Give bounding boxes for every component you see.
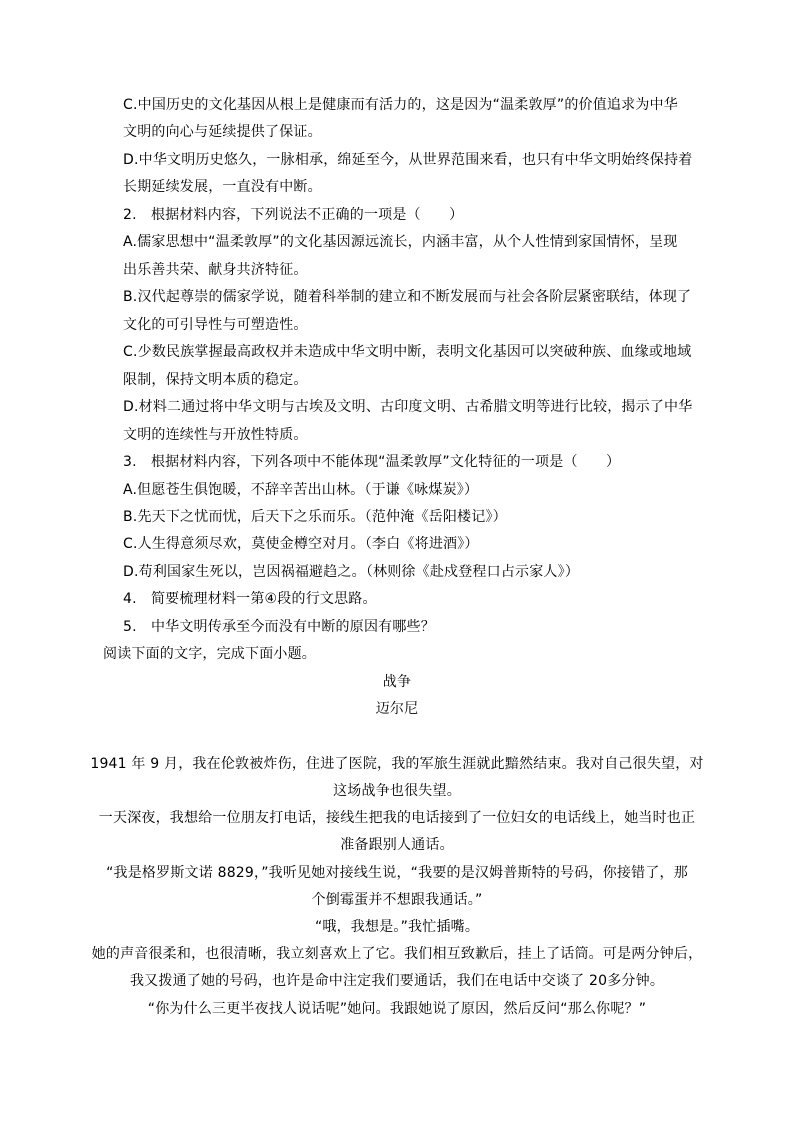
story-p5-line2: 我又拨通了她的号码，也许是命中注定我们要通话，我们在电话中交谈了 20多分钟。 [129,973,665,989]
q2-option-c-line1: C.少数民族掌握最高政权并未造成中华文明中断，表明文化基因可以突破种族、血缘或地域 [123,344,692,360]
q2-option-a-line1: A.儒家思想中“温柔敦厚”的文化基因源远流长，内涵丰富，从个人性情到家国情怀，呈现 [123,234,678,250]
story-p1-line1: 1941 年 9 月，我在伦敦被炸伤，住进了医院，我的军旅生涯就此黯然结束。我对自己很失望，对 [90,756,704,772]
q3-stem: 3. 根据材料内容，下列各项中不能体现“温柔敦厚”文化特征的一项是（ ） [123,454,621,470]
story-author: 迈尔尼 [375,701,419,717]
q4: 4. 简要梳理材料一第④段的行文思路。 [123,591,377,607]
story-p1-line2: 这场战争也很失望。 [333,783,461,799]
q2-stem: 2. 根据材料内容，下列说法不正确的一项是（ ） [123,207,464,223]
story-p3-line1: “我是格罗斯文诺 8829，”我听见她对接线生说，“我要的是汉姆普斯特的号码，你接错了，那 [106,865,688,881]
q2-option-a-line2: 出乐善共荣、献身共济特征。 [123,262,308,278]
q1-option-c-line1: C.中国历史的文化基因从根上是健康而有活力的，这是因为“温柔敦厚”的价值追求为中华 [123,97,678,113]
q1-option-d-line1: D.中华文明历史悠久，一脉相承，绵延至今，从世界范围来看，也只有中华文明始终保持着 [123,152,693,168]
story-p3-line2: 个倒霉蛋并不想跟我通话。” [311,892,483,908]
q2-option-d-line1: D.材料二通过将中华文明与古埃及文明、古印度文明、古希腊文明等进行比较，揭示了中华 [123,399,693,415]
story-p2-line1: 一天深夜，我想给一位朋友打电话，接线生把我的电话接到了一位妇女的电话线上，她当时也正 [98,810,696,826]
q3-option-a: A.但愿苍生俱饱暖，不辞辛苦出山林。（于谦《咏煤炭》） [123,482,479,498]
q3-option-b: B.先天下之忧而忧，后天下之乐而乐。（范仲淹《岳阳楼记》） [123,509,507,525]
q2-option-c-line2: 限制，保持文明本质的稳定。 [123,372,308,388]
q2-option-b-line2: 文化的可引导性与可塑造性。 [123,317,308,333]
story-p2-line2: 准备跟别人通话。 [340,837,454,853]
q2-option-d-line2: 文明的连续性与开放性特质。 [123,427,308,443]
story-title: 战争 [382,674,412,690]
story-p5-line1: 她的声音很柔和，也很清晰，我立刻喜欢上了它。我们相互致歉后，挂上了话筒。可是两分钟后， [91,946,703,962]
story-p4: “哦，我想是。”我忙插嘴。 [314,919,480,935]
q2-option-b-line1: B.汉代起尊崇的儒家学说，随着科举制的建立和不断发展而与社会各阶层紧密联结，体现了 [123,289,692,305]
q5: 5. 中华文明传承至今而没有中断的原因有哪些？ [123,619,435,635]
story-p6: “你为什么三更半夜找人说话呢”她问。我跟她说了原因，然后反问“那么你呢？” [147,1001,647,1017]
q3-option-c: C.人生得意须尽欢，莫使金樽空对月。（李白《将进酒》） [123,536,479,552]
q1-option-d-line2: 长期延续发展，一直没有中断。 [123,179,322,195]
q3-option-d: D.苟利国家生死以，岂因祸福避趋之。（林则徐《赴戍登程口占示家人》） [123,564,580,580]
q1-option-c-line2: 文明的向心与延续提供了保证。 [123,124,322,140]
reading-instruction: 阅读下面的文字，完成下面小题。 [103,646,316,662]
